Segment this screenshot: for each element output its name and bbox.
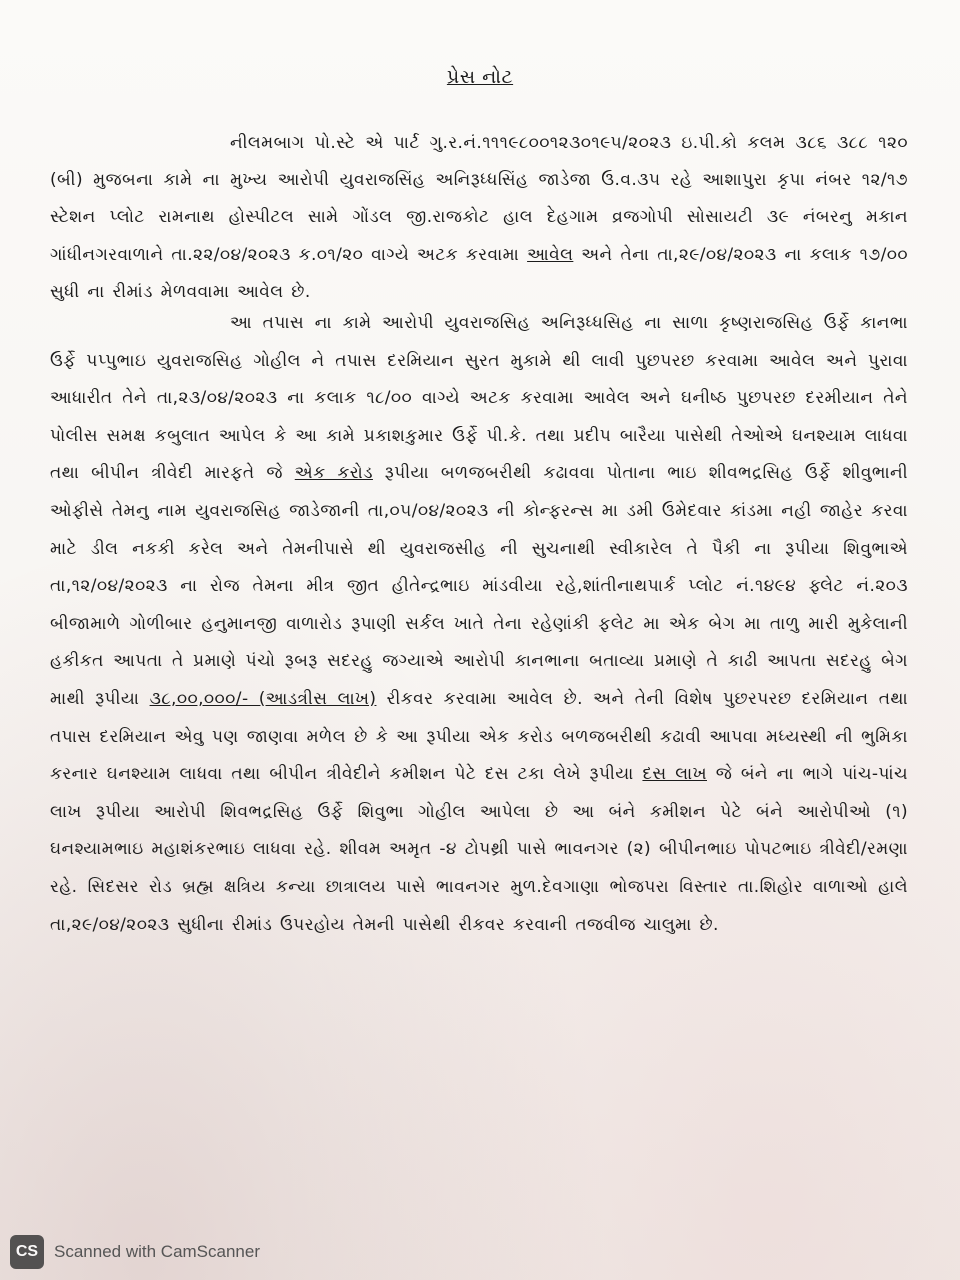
document-title: પ્રેસ નોટ [446,66,514,88]
paragraph-arrest-details [50,125,908,311]
camscanner-label: Scanned with CamScanner [54,1242,261,1261]
underlined-amount-ten-lakh: દસ લાખ [642,764,707,785]
paragraph-investigation-details [50,305,908,944]
paragraph-text: આ તપાસ ના કામે આરોપી યુવરાજસિહ અનિરૂધ્ધસિહ ના સાળા કૃષ્ણરાજસિહ ઉર્ફે કાનભા ઉર્ફે પપ્પુભાઇ યુવરાજસિહ ગોહીલ ને તપાસ દરમિયાન સુરત મુકામે થી લાવી પુછપરછ કરવામા આવેલ અને પુરાવા આધારીત તેને તા,૨૩/૦૪/૨૦૨૩ ના કલાક ૧૮/૦૦ વાગ્યે અટક કરવામા આવેલ અને ઘનીષ્ઠ પુછપરછ દરમીયાન તેને પોલીસ સમક્ષ કબુલાત આપેલ કે આ કામે પ્રકાશકુમાર ઉર્ફે પી.કે. તથા પ્રદીપ બારૈયા પાસેથી તેઓએ ઘનશ્યામ લાધવા તથા બીપીન ત્રીવેદી મારફતે જે [50,313,908,484]
underlined-amount-one-crore: એક કરોડ [294,463,373,484]
paragraph-text: રીકવર કરવામા આવેલ છે. અને તેની વિશેષ પુછરપરછ દરમિયાન તથા તપાસ દરમિયાન એવુ પણ જાણવા મળેલ છે કે આ રૂપીયા એક કરોડ બળજબરીથી કઢાવી આપવા મધ્યસ્થી ની ભુમિકા કરનાર ઘનશ્યામ લાધવા તથા બીપીન ત્રીવેદીને કમીશન પેટે દસ ટકા લેખે રૂપીયા [50,688,909,785]
underlined-text: આવેલ [527,244,574,265]
paragraph-text: નીલમબાગ પો.સ્ટે એ પાર્ટ ગુ.ર.નં.૧૧૧૯૮૦૦૧૨૩૦૧૯૫/૨૦૨૩ ઇ.પી.કો કલમ ૩૮૬ ૩૮૮ ૧૨૦ (બી) મુજબના કામે ના મુખ્ય આરોપી યુવરાજસિંહ અનિરૂધ્ધસિંહ જાડેજા ઉ.વ.૩૫ રહે આશાપુરા કૃપા નંબર ૧૨/૧૭ સ્ટેશન પ્લોટ રામનાથ હોસ્પીટલ સામે ગોંડલ જી.રાજકોટ હાલ દેહગામ વ્રજગોપી સોસાયટી ૩૯ નંબરનુ મકાન ગાંધીનગરવાળાને તા.૨૨/૦૪/૨૦૨૩ ક.૦૧/૨૦ વાગ્યે અટક કરવામા [50,133,908,265]
paragraph-text: રૂપીયા બળજબરીથી કઢાવવા પોતાના ભાઇ શીવભદ્રસિહ ઉર્ફે શીવુભાની ઓફીસે તેમનુ નામ યુવરાજસિહ જાડેજાની તા,૦૫/૦૪/૨૦૨૩ ની કોન્ફરન્સ મા ડમી ઉમેદવાર કાંડમા નહી જાહેર કરવા માટે ડીલ નકકી કરેલ અને તેમનીપાસે થી યુવરાજસીહ ની સુચનાથી સ્વીકારેલ તે પૈકી ના રૂપીયા શિવુભાએ તા,૧૨/૦૪/૨૦૨૩ ના રોજ તેમના મીત્ર જીત હીતેન્દ્રભાઇ માંડવીયા રહે,શાંતીનાથપાર્ક પ્લોટ નં.૧૪૯૪ ફ્લેટ નં.૨૦૩ બીજામાળે ગોળીબાર હનુમાનજી વાળારોડ રૂપાણી સર્કલ ખાતે તેના રહેણાંકી ફલેટ મા એક બેગ મા તાળુ મારી મુકેલાની હકીકત આપતા તે પ્રમાણે પંચો રૂબરૂ સદરહુ જગ્યાએ આરોપી કાનભાના બતાવ્યા પ્રમાણે તે કાઢી આપતા સદરહુ બેગ માથી રૂપીયા [50,463,908,709]
paragraph-text: અને તેના તા,૨૯/૦૪/૨૦૨૩ ના કલાક ૧૭/૦૦ સુધી ના રીમાંડ મેળવવામા આવેલ છે. [50,244,908,302]
underlined-amount-recovered: ૩૮,૦૦,૦૦૦/- (આડત્રીસ લાખ) [149,688,377,709]
camscanner-watermark [10,1235,260,1269]
camscanner-logo-icon: CS [10,1235,44,1269]
paragraph-text: જે બંને ના ભાગે પાંચ-પાંચ લાખ રૂપીયા આરોપી શિવભદ્રસિહ ઉર્ફે શિવુભા ગોહીલ આપેલા છે આ બંને કમીશન પેટે બંને આરોપીઓ (૧) ઘનશ્યામભાઇ મહાશંકરભાઇ લાધવા રહે. શીવમ અમૃત -૪ ટોપથ્રી પાસે ભાવનગર (૨) બીપીનભાઇ પોપટભાઇ ત્રીવેદી/રમણા રહે. સિદસર રોડ બ્રહ્મ ક્ષત્રિય કન્યા છાત્રાલય પાસે ભાવનગર મુળ.દેવગાણા ભોજપરા વિસ્તાર તા.શિહોર વાળાઓ હાલે તા,૨૯/૦૪/૨૦૨૩ સુધીના રીમાંડ ઉપરહોય તેમની પાસેથી રીકવર કરવાની તજવીજ ચાલુમા છે. [50,764,908,935]
